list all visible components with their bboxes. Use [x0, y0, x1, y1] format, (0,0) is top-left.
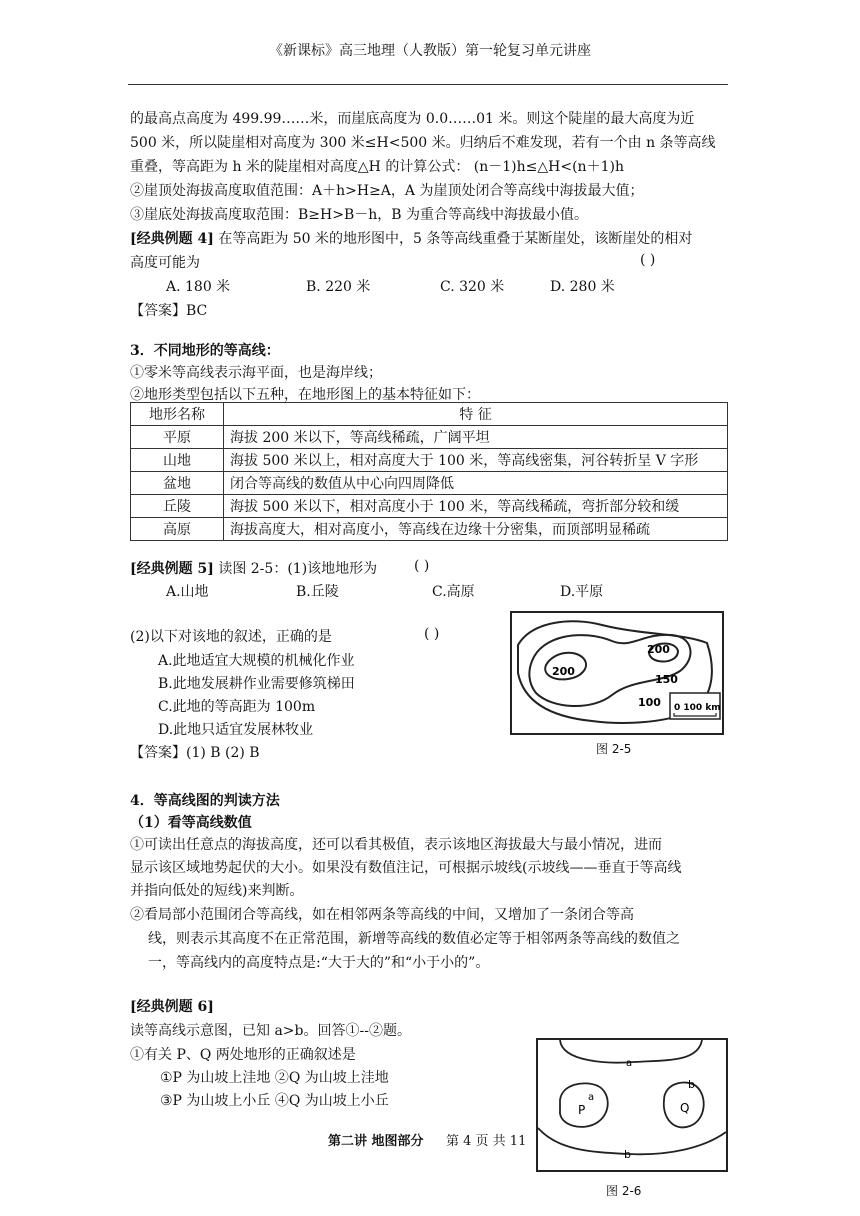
intro-line-1: 的最高点高度为 499.99……米，而崖底高度为 0.0……01 米。则这个陡崖的最大高度为近: [130, 111, 695, 127]
example-4-question: [130, 228, 692, 248]
example-4-option-a: A. 180 米: [166, 279, 231, 295]
example-4-option-c: C. 320 米: [440, 279, 505, 295]
contour-label: a: [588, 1092, 595, 1103]
footer-page: 第 4 页 共 11: [446, 1134, 527, 1149]
table-row: [131, 518, 728, 541]
table-cell-name: 高原: [131, 518, 224, 541]
example-6-options-row-1: ①P 为山坡上洼地 ②Q 为山坡上洼地: [160, 1070, 389, 1086]
contour-map-2-6: [538, 1040, 726, 1170]
table-cell-name: 山地: [131, 449, 224, 472]
table-row: [131, 426, 728, 449]
section-3-point-1: ①零米等高线表示海平面，也是海岸线；: [130, 365, 382, 381]
point-q-label: Q: [680, 1101, 690, 1115]
example-4-answer: 【答案】BC: [130, 303, 208, 319]
example-4-option-d: D. 280 米: [550, 279, 615, 295]
contour-map-2-5: [512, 613, 722, 733]
figure-2-5: [510, 611, 724, 735]
example-5-option: D.平原: [560, 584, 604, 600]
page-header: 《新课标》高三地理（人教版）第一轮复习单元讲座: [269, 43, 591, 59]
contour-label: 200: [552, 665, 575, 678]
intro-line-2: 500 米，所以陡崖相对高度为 300 米≤H<500 米。归纳后不难发现，若有一个由 n 条等高线: [130, 135, 716, 151]
table-cell-feature: 海拔 200 米以下，等高线稀疏，广阔平坦: [224, 426, 728, 449]
example-5-answer: 【答案】(1) B (2) B: [130, 745, 260, 761]
figure-2-6-caption: 图 2-6: [606, 1184, 642, 1198]
intro-line-5: ③崖底处海拔高度取范围：B≥H>B－h，B 为重合等高线中海拔最小值。: [130, 207, 588, 223]
example-5-tag: [经典例题 5]: [130, 561, 214, 577]
table-cell-name: 盆地: [131, 472, 224, 495]
example-5-text: 读图 2-5：(1)该地地形为: [213, 561, 378, 577]
landform-table: [130, 402, 728, 541]
table-row: [131, 495, 728, 518]
example-5-answer-blank-1: ( ): [414, 558, 430, 574]
header-rule: [128, 84, 728, 85]
section-4-para-1b: 显示该区域地势起伏的大小。如果没有数值注记，可根据示坡线(示坡线——垂直于等高线: [130, 860, 682, 876]
example-6-intro: 读等高线示意图，已知 a>b。回答①--②题。: [130, 1023, 411, 1039]
section-4-title: 4．等高线图的判读方法: [130, 793, 280, 809]
table-cell-feature: 海拔 500 米以下，相对高度小于 100 米，等高线稀疏，弯折部分较和缓: [224, 495, 728, 518]
example-5-question-2: (2)以下对该地的叙述，正确的是: [130, 629, 332, 645]
contour-label: b: [688, 1078, 695, 1091]
section-4-para-1a: ①可读出任意点的海拔高度，还可以看其极值，表示该地区海拔最大与最小情况，进而: [130, 837, 662, 853]
example-4-text: 在等高距为 50 米的地形图中，5 条等高线重叠于某断崖处，该断崖处的相对: [213, 231, 693, 247]
section-4-subtitle: （1）看等高线数值: [130, 815, 252, 831]
example-4-answer-blank: ( ): [640, 252, 656, 268]
table-cell-feature: 海拔 500 米以上，相对高度大于 100 米，等高线密集，河谷转折呈 V 字形: [224, 449, 728, 472]
contour-label: 200: [647, 643, 670, 656]
example-4-option-b: B. 220 米: [306, 279, 371, 295]
section-4-para-2c: 一，等高线内的高度特点是:“大于大的”和“小于小的”。: [148, 955, 490, 971]
contour-label: b: [624, 1148, 631, 1161]
table-header-row: [131, 403, 728, 426]
table-cell-feature: 海拔高度大，相对高度小，等高线在边缘十分密集，而顶部明显稀疏: [224, 518, 728, 541]
example-6-options-row-2: ③P 为山坡上小丘 ④Q 为山坡上小丘: [160, 1093, 389, 1109]
example-4-question-2: 高度可能为: [130, 255, 200, 271]
table-row: [131, 472, 728, 495]
section-3-point-2: ②地形类型包括以下五种，在地形图上的基本特征如下：: [130, 387, 480, 403]
table-cell-name: 平原: [131, 426, 224, 449]
table-cell-name: 丘陵: [131, 495, 224, 518]
example-5-answer-blank-2: ( ): [424, 626, 440, 642]
intro-line-4: ②崖顶处海拔高度取值范围：A＋h>H≥A，A 为崖顶处闭合等高线中海拔最大值；: [130, 183, 644, 199]
section-4-para-2b: 线，则表示其高度不在正常范围，新增等高线的数值必定等于相邻两条等高线的数值之: [148, 931, 680, 947]
example-5-option: B.此地发展耕作业需要修筑梯田: [158, 676, 355, 692]
contour-label: a: [626, 1058, 633, 1069]
section-4-para-1c: 并指向低处的短线)来判断。: [130, 883, 304, 899]
table-cell-feature: 闭合等高线的数值从中心向四周降低: [224, 472, 728, 495]
contour-label: 150: [655, 673, 678, 686]
example-5-option: C.此地的等高距为 100m: [158, 699, 316, 715]
figure-2-5-caption: 图 2-5: [596, 742, 632, 756]
scale-label: 0 100 km: [674, 703, 721, 713]
example-5-option: C.高原: [432, 584, 475, 600]
table-header-cell: 特 征: [224, 403, 728, 426]
table-header-cell: 地形名称: [131, 403, 224, 426]
table-row: [131, 449, 728, 472]
example-5-option: A.此地适宜大规模的机械化作业: [158, 653, 355, 669]
example-6-tag: [经典例题 6]: [130, 999, 214, 1015]
example-5-option: B.丘陵: [296, 584, 339, 600]
footer-chapter: 第二讲 地图部分: [328, 1134, 424, 1149]
point-p-label: P: [578, 1103, 586, 1117]
section-3-title: 3．不同地形的等高线：: [130, 343, 280, 359]
example-5-question: [130, 558, 377, 578]
contour-label: 100: [638, 696, 661, 709]
example-4-tag: [经典例题 4]: [130, 231, 214, 247]
example-5-option: D.此地只适宜发展林牧业: [158, 722, 314, 738]
example-5-option: A.山地: [166, 584, 209, 600]
intro-formula-line: 重叠，等高距为 h 米的陡崖相对高度△H 的计算公式： (n－1)h≤△H<(n＋1)h: [130, 159, 624, 175]
example-6-question-1: ①有关 P、Q 两处地形的正确叙述是: [130, 1047, 356, 1063]
section-4-para-2a: ②看局部小范围闭合等高线，如在相邻两条等高线的中间，又增加了一条闭合等高: [130, 907, 634, 923]
figure-2-6: [536, 1038, 728, 1172]
